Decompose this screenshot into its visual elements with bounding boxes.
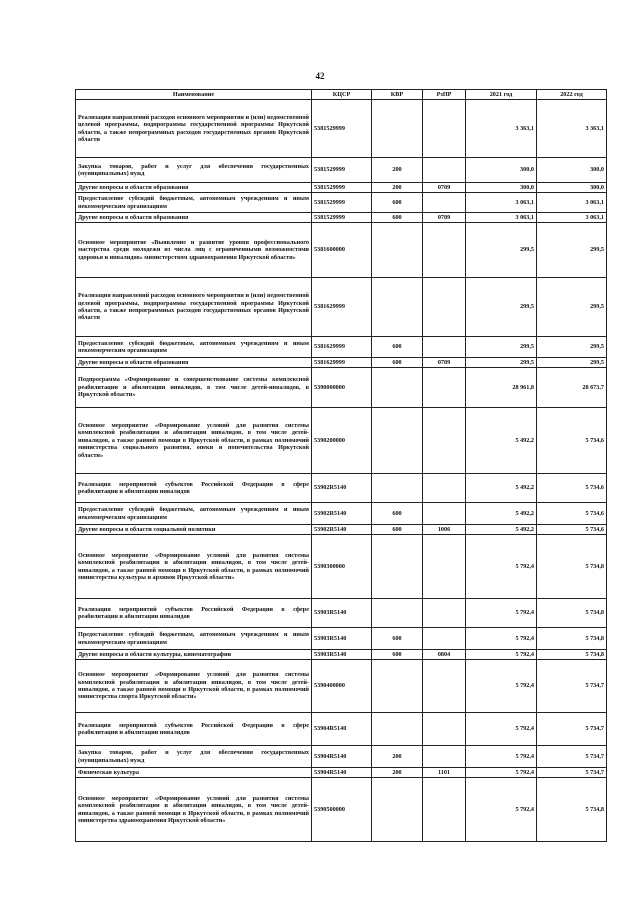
row-name: Реализация мероприятий субъектов Российской Федерации в сфере реабилитации и абилитации инвалидов [76,713,312,746]
row-kcsr: 5390400000 [312,660,372,713]
row-2021: 5 792,4 [466,628,537,650]
row-rzpr [423,100,466,158]
row-rzpr [423,599,466,628]
row-kcsr: 5390300000 [312,535,372,599]
row-2022: 5 734,7 [537,660,607,713]
row-name: Другие вопросы в области образования [76,183,312,193]
row-name: Предоставление субсидий бюджетным, автономным учреждениям и иным некоммерческим организациям [76,628,312,650]
row-2022: 5 734,7 [537,713,607,746]
row-name: Реализация мероприятий субъектов Российской Федерации в сфере реабилитации и абилитации инвалидов [76,474,312,503]
row-rzpr [423,408,466,474]
row-name: Основное мероприятие «Формирование условий для развития системы комплексной реабилитации и абилитации инвалидов, в том числе детей-инвалидов, а также ранней помощи в Иркутской области, в рамках полномочий министерства культуры и архивов Иркутской области» [76,535,312,599]
row-rzpr [423,278,466,337]
row-2022: 3 063,1 [537,213,607,223]
row-2022: 299,5 [537,223,607,278]
row-rzpr [423,628,466,650]
row-kcsr: 53903R5140 [312,628,372,650]
row-2022: 5 734,6 [537,503,607,525]
row-kcsr: 53904R5140 [312,768,372,778]
row-kcsr: 5381529999 [312,100,372,158]
row-kcsr: 53903R5140 [312,650,372,660]
row-rzpr [423,337,466,358]
row-2021: 5 792,4 [466,778,537,842]
row-2021: 5 492,2 [466,503,537,525]
row-2021: 5 792,4 [466,650,537,660]
row-2022: 3 363,1 [537,100,607,158]
row-kcsr: 53902R5140 [312,503,372,525]
row-rzpr [423,535,466,599]
row-rzpr [423,223,466,278]
row-2022: 5 734,6 [537,525,607,535]
row-rzpr [423,368,466,408]
row-kcsr: 5381629999 [312,337,372,358]
row-2022: 299,5 [537,278,607,337]
row-rzpr: 1006 [423,525,466,535]
row-name: Физическая культура [76,768,312,778]
row-kcsr: 53902R5140 [312,525,372,535]
row-2022: 3 063,1 [537,193,607,213]
row-2021: 299,5 [466,337,537,358]
table-row [76,628,607,650]
table-row [76,223,607,278]
header-kvr: КВР [372,90,423,100]
table-row [76,278,607,337]
row-name: Предоставление субсидий бюджетным, автономным учреждениям и иным некоммерческим организациям [76,503,312,525]
table-header-row [76,90,607,100]
table-row [76,193,607,213]
row-2021: 28 961,8 [466,368,537,408]
row-kvr [372,474,423,503]
row-2022: 299,5 [537,337,607,358]
row-kvr: 600 [372,337,423,358]
row-2022: 5 734,7 [537,746,607,768]
table-row [76,213,607,223]
row-kvr: 600 [372,503,423,525]
row-2021: 5 792,4 [466,713,537,746]
row-kvr: 600 [372,213,423,223]
row-2022: 5 734,7 [537,768,607,778]
row-name: Реализация направлений расходов основного мероприятия и (или) ведомственной целевой программы, подпрограммы государственной программы Иркутской области, а также непрограммных расходов государственных органов Иркутской области [76,278,312,337]
row-name: Закупка товаров, работ и услуг для обеспечения государственных (муниципальных) нужд [76,746,312,768]
row-2022: 5 734,8 [537,650,607,660]
budget-table [75,89,607,842]
row-rzpr: 0804 [423,650,466,660]
row-name: Закупка товаров, работ и услуг для обеспечения государственных (муниципальных) нужд [76,158,312,183]
row-name: Другие вопросы в области культуры, кинематографии [76,650,312,660]
row-kvr [372,535,423,599]
row-name: Предоставление субсидий бюджетным, автономным учреждениям и иным некоммерческим организациям [76,337,312,358]
row-kcsr: 5390500000 [312,778,372,842]
row-name: Основное мероприятие «Формирование условий для развития системы комплексной реабилитации и абилитации инвалидов, в том числе детей-инвалидов, а также ранней помощи в Иркутской области, в рамках полномочий министерства здравоохранения Иркутской области» [76,778,312,842]
row-kvr [372,713,423,746]
row-name: Реализация мероприятий субъектов Российской Федерации в сфере реабилитации и абилитации инвалидов [76,599,312,628]
row-2022: 5 734,8 [537,628,607,650]
row-kcsr: 5381529999 [312,213,372,223]
table-row [76,408,607,474]
row-kvr [372,278,423,337]
row-2021: 300,0 [466,158,537,183]
table-row [76,358,607,368]
row-2021: 5 792,4 [466,746,537,768]
row-kcsr: 5390000000 [312,368,372,408]
table-row [76,337,607,358]
table-row [76,768,607,778]
table-row [76,183,607,193]
row-kvr: 200 [372,746,423,768]
row-kcsr: 53902R5140 [312,474,372,503]
row-2022: 299,5 [537,358,607,368]
row-name: Другие вопросы в области образования [76,358,312,368]
row-2022: 300,0 [537,158,607,183]
row-2022: 5 734,8 [537,778,607,842]
row-name: Основное мероприятие «Формирование условий для развития системы комплексной реабилитации и абилитации инвалидов, в том числе детей-инвалидов, а также ранней помощи в Иркутской области, в рамках полномочий министерства социального развития, опеки и попечительства Иркутской области» [76,408,312,474]
table-row [76,778,607,842]
table-row [76,660,607,713]
row-2022: 300,0 [537,183,607,193]
row-kvr [372,368,423,408]
row-2021: 5 792,4 [466,599,537,628]
row-rzpr [423,158,466,183]
row-kcsr: 5381529999 [312,183,372,193]
row-kcsr: 53904R5140 [312,713,372,746]
row-rzpr [423,474,466,503]
row-2021: 3 063,1 [466,193,537,213]
table-row [76,158,607,183]
row-name: Основное мероприятие «Выявление и развитие уровня профессионального мастерства среди молодежи из числа лиц с ограниченными возможностями здоровья и инвалидов» министерством здравоохранения Иркутской области» [76,223,312,278]
row-kvr: 600 [372,628,423,650]
row-2022: 5 734,6 [537,408,607,474]
table-row [76,746,607,768]
row-rzpr [423,713,466,746]
row-kvr: 200 [372,183,423,193]
row-2021: 5 792,4 [466,660,537,713]
row-2022: 5 734,6 [537,474,607,503]
row-kvr: 200 [372,158,423,183]
row-2022: 5 734,8 [537,599,607,628]
row-kvr [372,100,423,158]
row-2021: 300,0 [466,183,537,193]
row-rzpr: 0709 [423,183,466,193]
row-kcsr: 5390200000 [312,408,372,474]
row-kvr: 600 [372,358,423,368]
row-kvr [372,223,423,278]
row-rzpr: 1101 [423,768,466,778]
row-rzpr [423,778,466,842]
row-2021: 5 492,2 [466,408,537,474]
row-2021: 3 363,1 [466,100,537,158]
row-name: Предоставление субсидий бюджетным, автономным учреждениям и иным некоммерческим организациям [76,193,312,213]
row-name: Основное мероприятие «Формирование условий для развития системы комплексной реабилитации и абилитации инвалидов, в том числе детей-инвалидов, а также ранней помощи в Иркутской области, в рамках полномочий министерства спорта Иркутской области» [76,660,312,713]
header-2021: 2021 год [466,90,537,100]
row-2021: 5 492,2 [466,474,537,503]
row-2022: 28 673,7 [537,368,607,408]
row-2021: 5 792,4 [466,535,537,599]
table-row [76,368,607,408]
table-row [76,599,607,628]
header-kcsr: КЦСР [312,90,372,100]
table-row [76,474,607,503]
header-2022: 2022 год [537,90,607,100]
row-2021: 299,5 [466,358,537,368]
row-2022: 5 734,8 [537,535,607,599]
row-2021: 5 792,4 [466,768,537,778]
table-row [76,650,607,660]
row-rzpr [423,193,466,213]
row-kvr [372,599,423,628]
row-name: Другие вопросы в области образования [76,213,312,223]
row-kvr: 600 [372,525,423,535]
row-kcsr: 5381529999 [312,193,372,213]
row-kvr [372,660,423,713]
table-row [76,503,607,525]
row-rzpr: 0709 [423,213,466,223]
header-rzpr: РзПР [423,90,466,100]
row-kvr: 200 [372,768,423,778]
page-number: 42 [315,71,325,81]
row-rzpr [423,660,466,713]
row-kvr: 600 [372,193,423,213]
row-2021: 3 063,1 [466,213,537,223]
row-kcsr: 53903R5140 [312,599,372,628]
row-kcsr: 5381600000 [312,223,372,278]
row-kvr [372,778,423,842]
row-rzpr: 0709 [423,358,466,368]
table-row [76,525,607,535]
header-name: Наименование [76,90,312,100]
row-rzpr [423,746,466,768]
row-name: Реализация направлений расходов основного мероприятия и (или) ведомственной целевой программы, подпрограммы государственной программы Иркутской области, а также непрограммных расходов государственных органов Иркутской области [76,100,312,158]
row-2021: 299,5 [466,278,537,337]
row-kcsr: 53904R5140 [312,746,372,768]
row-2021: 5 492,2 [466,525,537,535]
row-name: Подпрограмма «Формирование и совершенствование системы комплексной реабилитации и абилитации инвалидов, в том числе детей-инвалидов, в Иркутской области» [76,368,312,408]
row-kcsr: 5381529999 [312,158,372,183]
row-rzpr [423,503,466,525]
row-name: Другие вопросы в области социальной политики [76,525,312,535]
table-row [76,100,607,158]
row-kvr: 600 [372,650,423,660]
row-kcsr: 5381629999 [312,358,372,368]
row-kvr [372,408,423,474]
row-2021: 299,5 [466,223,537,278]
row-kcsr: 5381629999 [312,278,372,337]
table-row [76,713,607,746]
table-row [76,535,607,599]
